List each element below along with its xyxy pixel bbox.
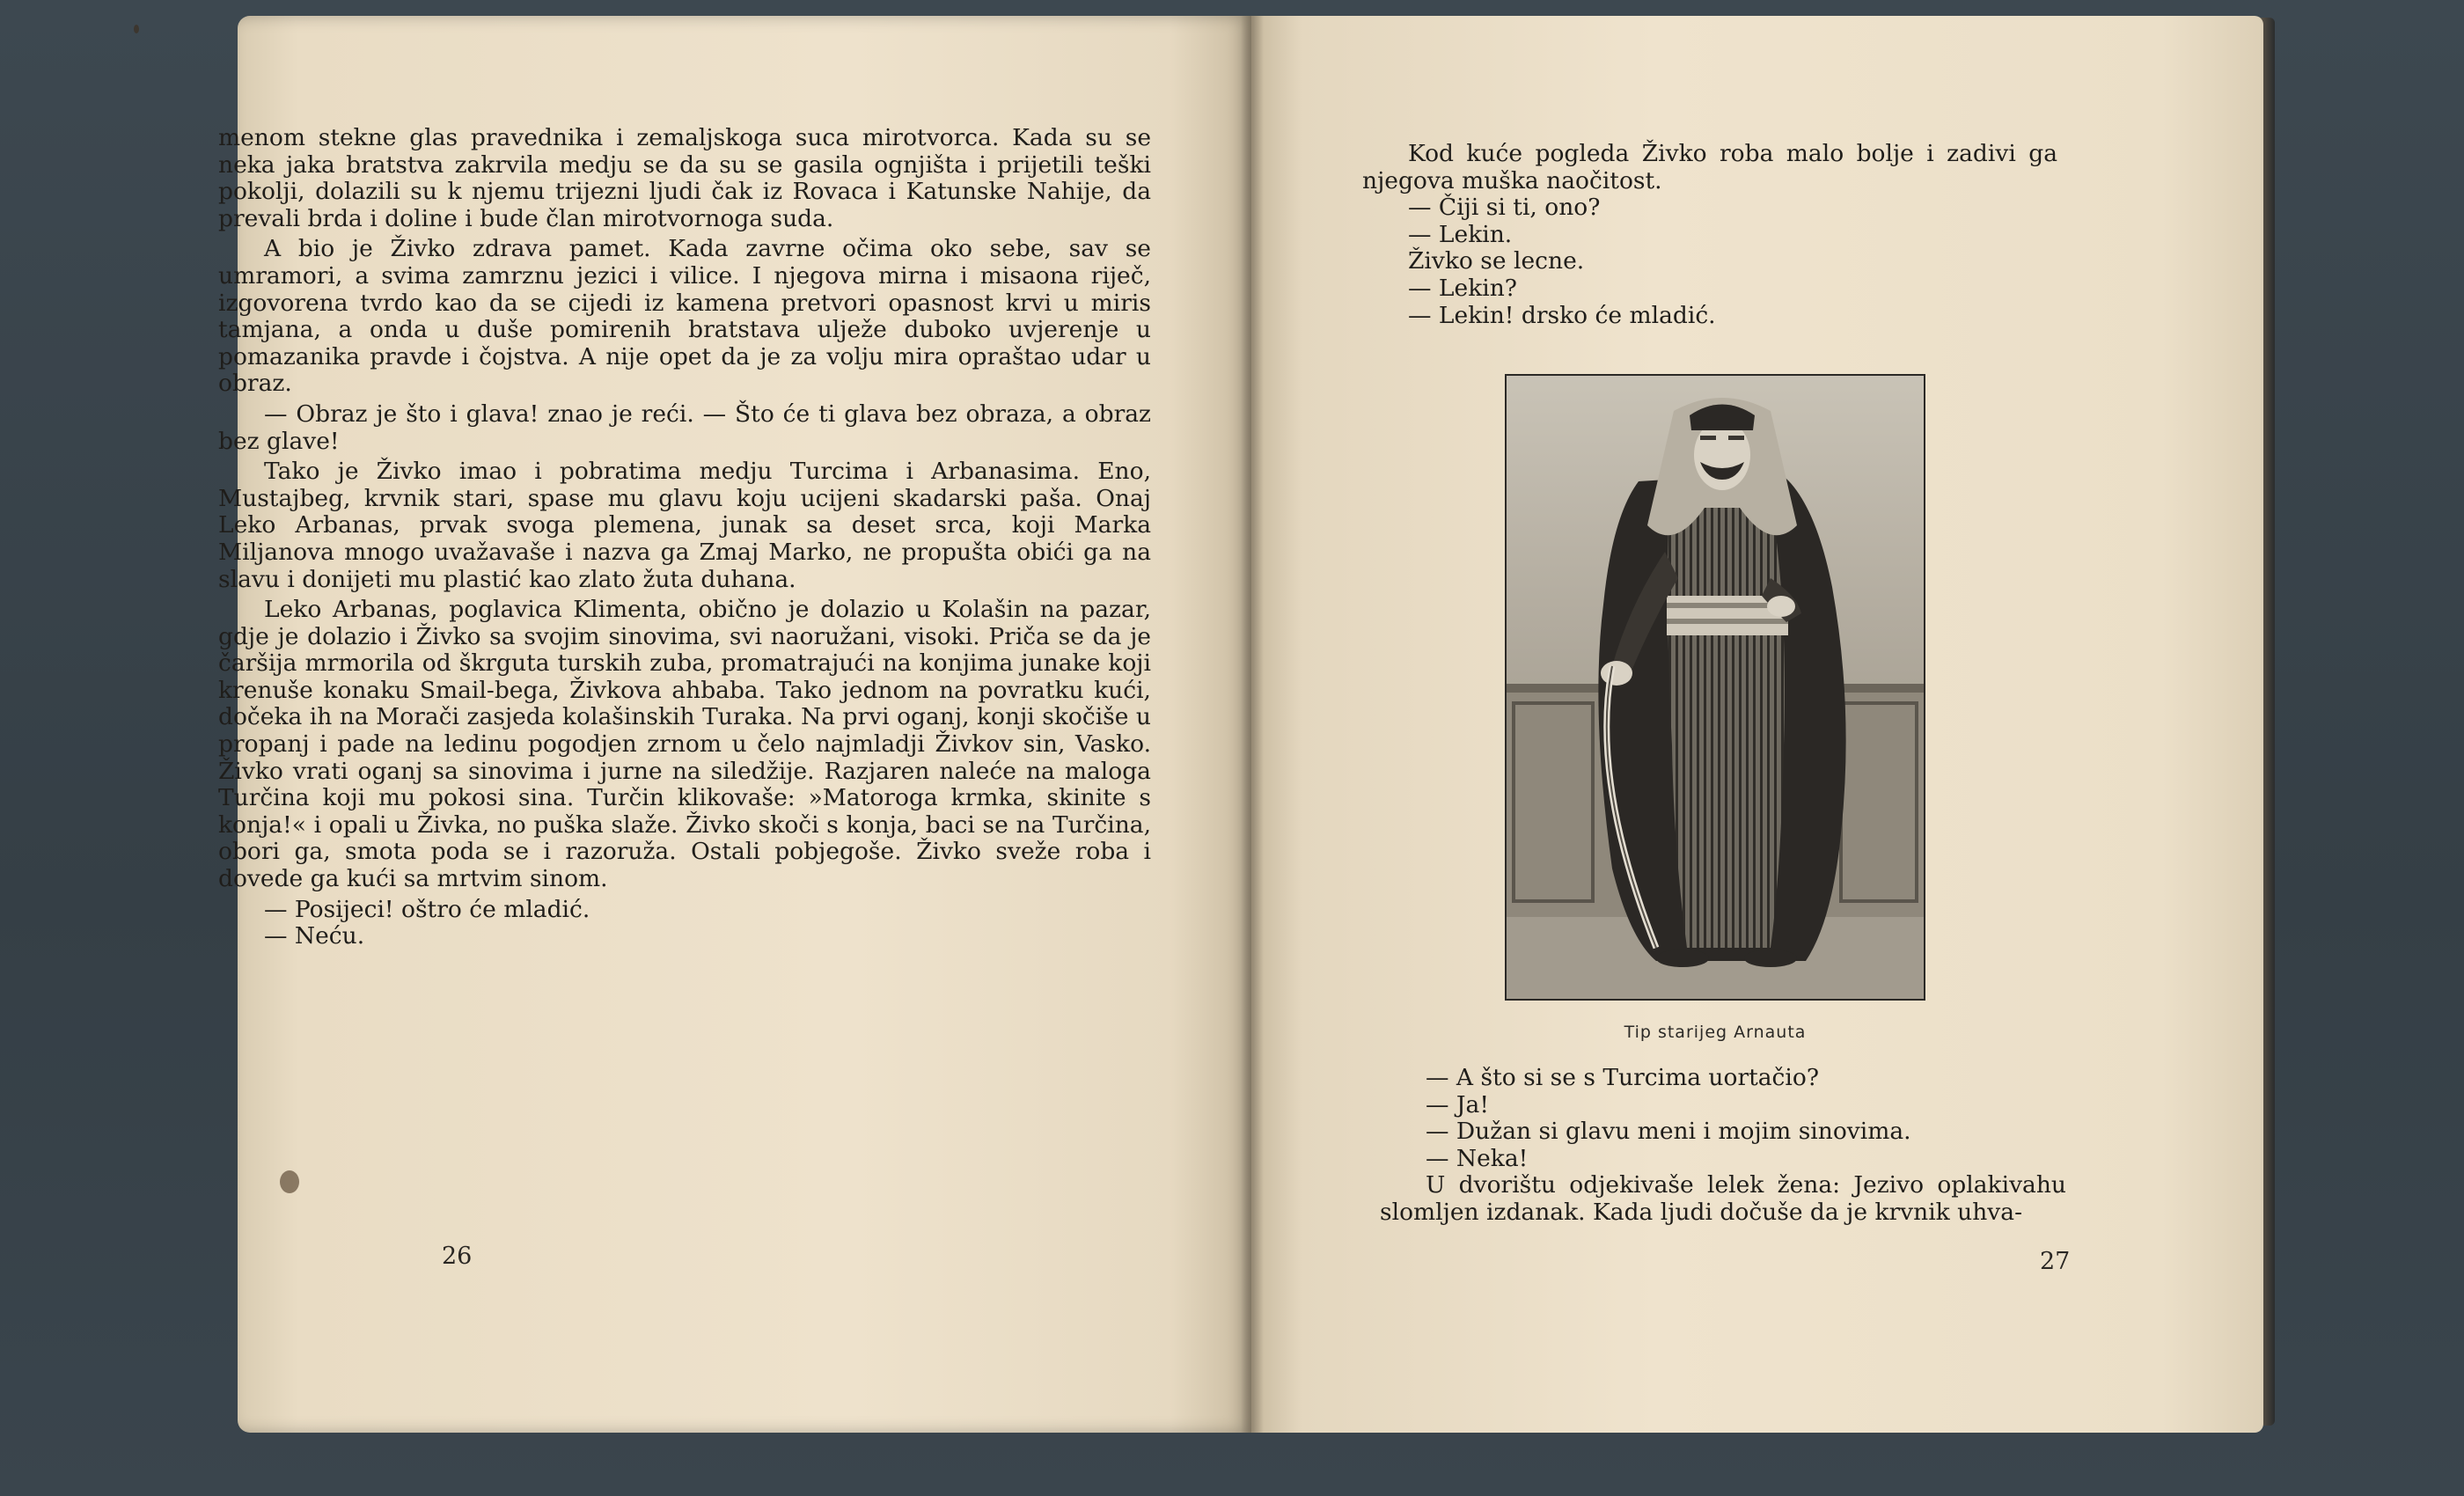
ink-speck [134,25,139,33]
book-gutter [1241,16,1264,1433]
arnaut-figure-illustration [1507,376,1924,999]
left-paragraph: menom stekne glas pravednika i zemaljskoga suca mirotvorca. Kada su se neka jaka bratstva zakrvila medju se da su se gasila ognjišta i prijetili teški pokolji, dolazili su k njemu trijezni ljudi čak iz Rovaca i Katunske Nahije, da prevali brda i doline i bude član mirotvornoga suda. [218,124,1151,232]
illustration-photo [1505,374,1925,1001]
illustration-caption: Tip starijeg Arnauta [1624,1023,1807,1042]
left-paragraph: — Obraz je što i glava! znao je reći. — Što će ti glava bez obraza, a obraz bez glave! [218,400,1151,455]
right-page-bottom-text [1380,1065,2066,1227]
right-dialogue-line: — Čiji si ti, ono? [1408,194,1601,222]
right-dialogue-line: — Dužan si glavu meni i mojim sinovima. [1426,1118,1911,1146]
right-dialogue-line: — Ja! [1426,1090,1489,1118]
right-paragraph: Kod kuće pogleda Živko roba malo bolje i zadivi ga njegova muška naočitost. [1362,140,2057,194]
left-paragraph: Tako je Živko imao i pobratima medju Turcima i Arbanasima. Eno, Mustajbeg, krvnik stari, spase mu glavu koju ucijeni skadarski paša. Onaj Leko Arbanas, prvak svoga plemena, junak sa deset srca, koji Marka Miljanova mnogo uvažavaše i nazva ga Zmaj Marko, ne propušta obići ga na slavu i donijeti mu plastić kao zlato žuta duhana. [218,458,1151,593]
right-paragraph: U dvorištu odjekivaše lelek žena: Jezivo oplakivahu slomljen izdanak. Kada ljudi dočuše da je krvnik uhva- [1380,1171,2066,1226]
right-dialogue-line: — Lekin? [1408,274,1518,302]
right-paragraph: Živko se lecne. [1408,247,1585,275]
left-paragraph: A bio je Živko zdrava pamet. Kada zavrne očima oko sebe, sav se umramori, a svima zamrznu jezici i vilice. I njegova mirna i misaona riječ, izgovorena tvrdo kao da se cijedi iz kamena pretvori opasnost krvi u miris tamjana, a onda u duše pomirenih bratstava ulježe duboko uvjerenje u pomazanika pravde i čojstva. A nije opet da je za volju mira opraštao udar u obraz. [218,235,1151,398]
right-page-top-text [1362,141,2057,329]
left-dialogue-line: — Neću. [264,922,365,950]
left-page-number: 26 [442,1243,473,1270]
right-dialogue-line: — A što si se s Turcima uortačio? [1426,1064,1820,1091]
ink-stain [280,1170,299,1193]
right-page-number: 27 [2040,1248,2071,1275]
left-page-text [218,125,1151,950]
left-dialogue-line: — Posijeci! oštro će mladić. [264,895,590,923]
right-dialogue-line: — Lekin! drsko će mladić. [1408,301,1716,329]
right-dialogue-line: — Neka! [1426,1144,1529,1172]
right-dialogue-line: — Lekin. [1408,220,1513,248]
left-paragraph: Leko Arbanas, poglavica Klimenta, obično je dolazio u Kolašin na pazar, gdje je dolazio i Živko sa svojim sinovima, svi naoružani, visoki. Priča se da je čaršija mrmorila od škrguta turskih zuba, promatrajući na konjima junake koji krenuše konaku Smail-bega, Živkova ahbaba. Tako jednom na povratku kući, dočeka ih na Morači zasjeda kolašinskih Turaka. Na prvi oganj, konji skočiše u propanj i pade na ledinu pogodjen zrnom u čelo najmladji Živkov sin, Vasko. Živko vrati oganj sa sinovima i jurne na siledžije. Razjaren naleće na maloga Turčina koji mu pokosi sina. Turčin klikovaše: »Matoroga krmka, skinite s konja!« i opali u Živka, no puška slaže. Živko skoči s konja, baci se na Turčina, obori ga, smota poda se i razoruža. Ostali pobjegoše. Živko sveže roba i dovede ga kući sa mrtvim sinom. [218,596,1151,893]
